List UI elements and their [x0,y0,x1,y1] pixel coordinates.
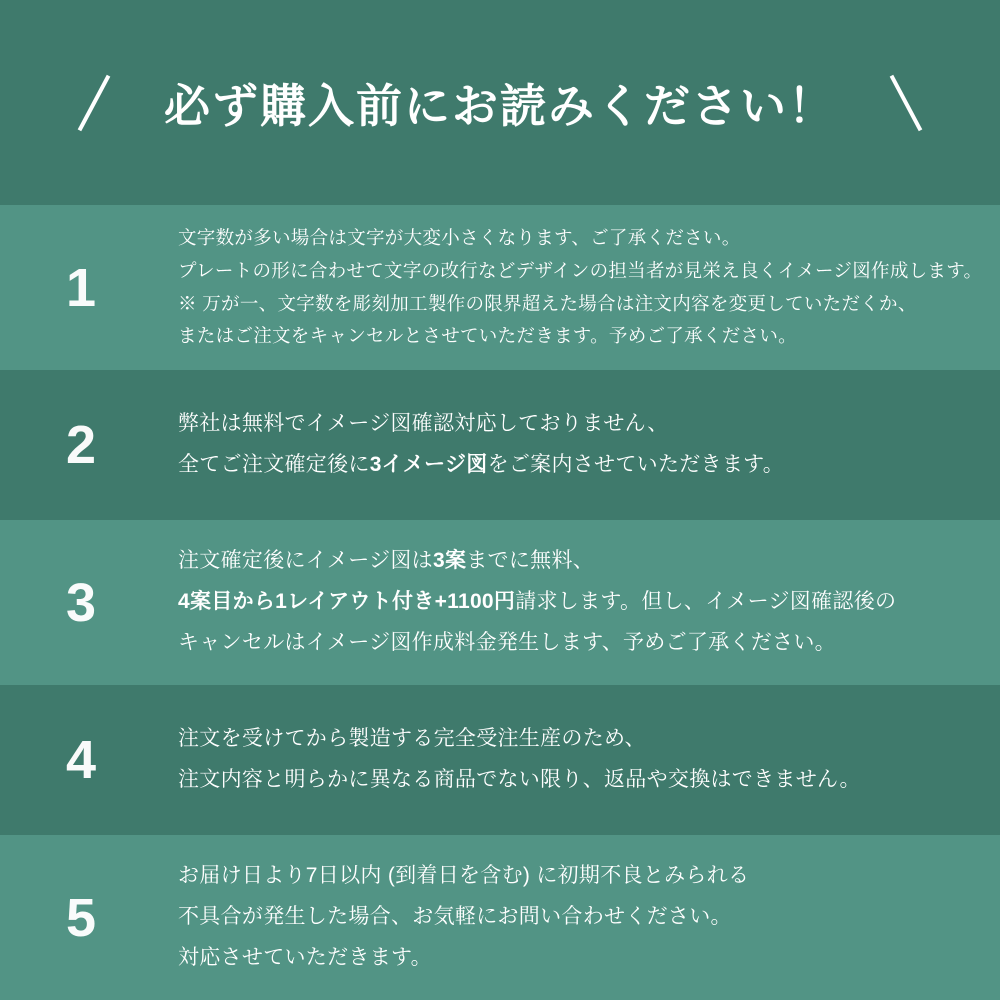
notice-line: 注文確定後にイメージ図は3案までに無料、 [178,549,595,573]
notice-line: 全てご注文確定後に3イメージ図をご案内させていただきます。 [178,453,785,476]
notice-number-4: 4 [66,730,97,790]
notice-text-5 [178,856,749,979]
notice-item-3 [0,520,1000,685]
notice-number-1: 1 [66,257,97,318]
notice-line: 対応させていただきます。 [178,945,432,969]
notice-line: 4案目から1レイアウト付き+1100円請求します。但し、イメージ図確認後の [178,590,897,614]
notice-number-2: 2 [66,415,97,475]
notice-line: 不具合が発生した場合、お気軽にお問い合わせください。 [178,905,732,929]
page-title: 必ず購入前にお読みください！ [164,79,836,132]
notice-text-3 [178,541,896,664]
notice-line: またはご注文をキャンセルとさせていただきます。予めご了承ください。 [178,325,797,347]
notice-text-2 [178,404,784,486]
notice-item-4 [0,685,1000,835]
notice-item-1 [0,205,1000,370]
notice-line: 弊社は無料でイメージ図確認対応しておりません、 [178,412,669,436]
notice-line: お届け日より7日以内 (到着日を含む) に初期不良とみられる [178,864,750,888]
notice-text-1 [178,222,982,354]
notice-number-3: 3 [66,572,97,633]
header-inner [0,70,1000,136]
notice-line: キャンセルはイメージ図作成料金発生します、予めご了承ください。 [178,630,836,654]
slash-left-icon [78,74,111,131]
notice-line: 注文内容と明らかに異なる商品でない限り、返品や交換はできません。 [178,768,861,791]
notice-item-2 [0,370,1000,520]
notice-line: プレートの形に合わせて文字の改行などデザインの担当者が見栄え良くイメージ図作成します。 [178,259,983,281]
notice-line: 文字数が多い場合は文字が大変小さくなります、ご了承ください。 [178,226,741,248]
notice-item-5 [0,835,1000,1000]
page-header [0,0,1000,205]
slash-right-icon [890,74,923,131]
notice-number-5: 5 [66,887,97,948]
notice-line: ※ 万が一、文字数を彫刻加工製作の限界超えた場合は注文内容を変更していただくか、 [178,292,917,314]
notice-line: 注文を受けてから製造する完全受注生産のため、 [178,727,646,751]
notice-text-4 [178,719,861,801]
